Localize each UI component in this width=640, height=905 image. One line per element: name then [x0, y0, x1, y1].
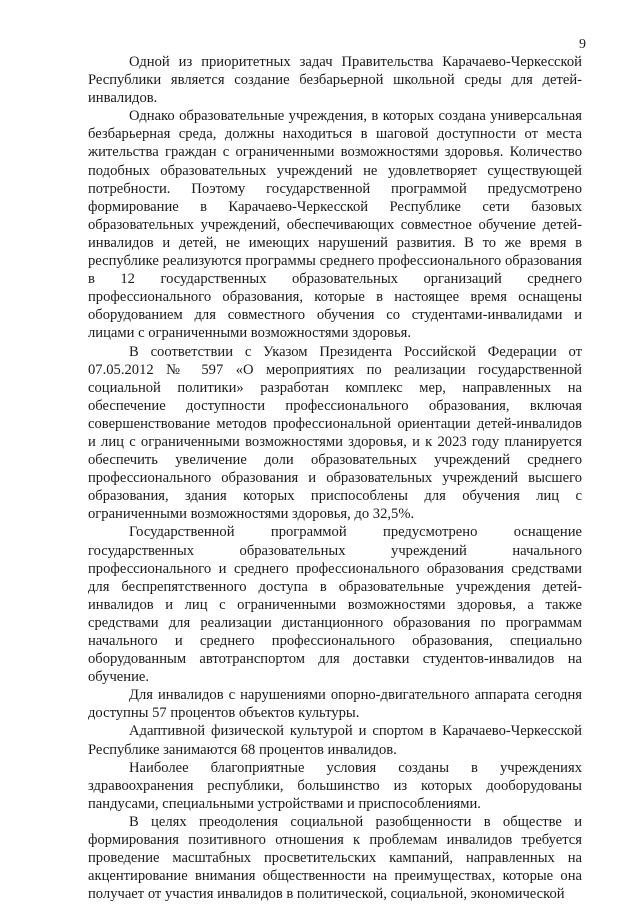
paragraph-3: В соответствии с Указом Президента Российской Федерации от 07.05.2012 № 597 «О мероприятиях по реализации государственной социальной политики» разработан комплекс мер, направленных на обеспечение доступности профессионального образования, включая совершенствование методов профессиональной ориентации детей-инвалидов и лиц с ограниченными возможностями здоровья, и к 2023 году планируется обеспечить увеличение доли образовательных учреждений среднего профессионального образования и образовательных учреждений высшего образования, здания которых приспособлены для обучения лиц с ограниченными возможностями здоровья, до 32,5%.	[88, 343, 582, 523]
paragraph-1: Одной из приоритетных задач Правительства Карачаево-Черкесской Республики является создание безбарьерной школьной среды для детей-инвалидов.	[88, 54, 582, 107]
paragraph-5: Для инвалидов с нарушениями опорно-двигательного аппарата сегодня доступны 57 процентов объектов культуры.	[88, 687, 582, 722]
paragraph-4: Государственной программой предусмотрено оснащение государственных образовательных учреждений начального профессионального и среднего профессионального образования средствами для беспрепятственного доступа в образовательные учреждения детей-инвалидов и лиц с ограниченными возможностями здоровья, а также средствами для реализации дистанционного образования по программам начального и среднего профессионального образования, специально оборудованным автотранспортом для доставки студентов-инвалидов на обучение.	[88, 524, 582, 686]
paragraph-2: Однако образовательные учреждения, в которых создана универсальная безбарьерная среда, должны находиться в шаговой доступности от места жительства граждан с ограниченными возможностями здоровья. Количество подобных образовательных учреждений не удовлетворяет существующей потребности. Поэтому государственной программой предусмотрено формирование в Карачаево-Черкесской Республике сети базовых образовательных учреждений, обеспечивающих совместное обучение детей-инвалидов и детей, не имеющих нарушений развития. В то же время в республике реализуются программы среднего профессионального образования в 12 государственных образовательных организаций среднего профессионального образования, которые в настоящее время оснащены оборудованием для совместного обучения со студентами-инвалидами и лицами с ограниченными возможностями здоровья.	[88, 108, 582, 342]
paragraph-7: Наиболее благоприятные условия созданы в учреждениях здравоохранения республики, большинство из которых дооборудованы пандусами, специальными устройствами и приспособлениями.	[88, 759, 582, 812]
paragraph-8: В целях преодоления социальной разобщенности в обществе и формирования позитивного отношения к проблемам инвалидов требуется проведение масштабных просветительских кампаний, направленных на акцентирование внимания общественности на преимуществах, которые она получает от участия инвалидов в политической, социальной, экономической	[88, 813, 582, 903]
page-number: 9	[579, 37, 586, 52]
paragraph-6: Адаптивной физической культурой и спортом в Карачаево-Черкесской Республике занимаются 68 процентов инвалидов.	[88, 723, 582, 758]
document-body	[88, 53, 582, 903]
